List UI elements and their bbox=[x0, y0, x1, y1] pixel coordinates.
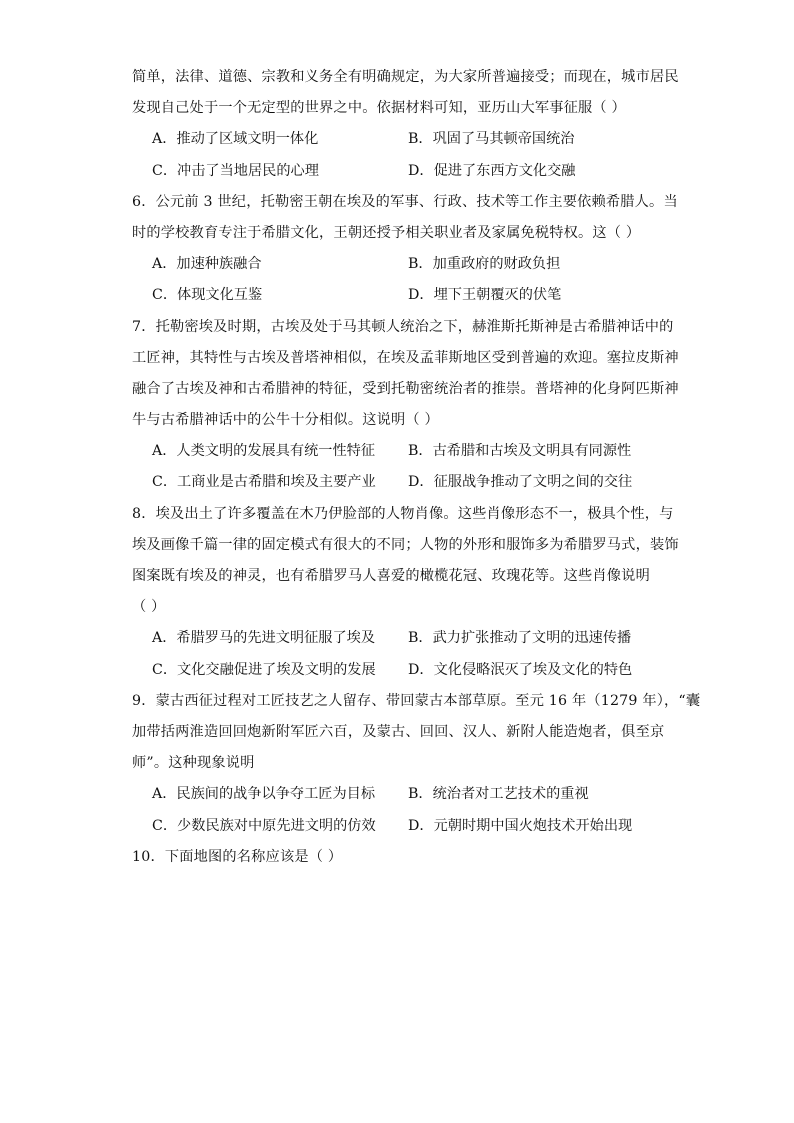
option-d[interactable]: D．元朝时期中国火炮技术开始出现 bbox=[408, 817, 633, 834]
option-d[interactable]: D．文化侵略泯灭了埃及文化的特色 bbox=[408, 661, 633, 678]
option-row bbox=[132, 467, 672, 498]
option-a[interactable]: A．加速种族融合 bbox=[152, 256, 262, 273]
option-c[interactable]: C．工商业是古希腊和埃及主要产业 bbox=[152, 474, 376, 491]
option-a[interactable]: A．希腊罗马的先进文明征服了埃及 bbox=[152, 630, 376, 647]
option-d[interactable]: D．征服战争推动了文明之间的交往 bbox=[408, 474, 633, 491]
stem-line: 7．托勒密埃及时期，古埃及处于马其顿人统治之下，赫淮斯托斯神是古希腊神话中的 bbox=[132, 318, 674, 335]
question-5-stem bbox=[132, 62, 679, 124]
option-row bbox=[132, 124, 672, 155]
stem-line: 9．蒙古西征过程对工匠技艺之人留存、带回蒙古本部草原。至元 16 年（1279 年），“囊 bbox=[132, 692, 701, 709]
question-10-stem bbox=[132, 842, 672, 873]
stem-line: 时的学校教育专注于希腊文化，王朝还授予相关职业者及家属免税特权。这（ ） bbox=[132, 224, 641, 241]
question-7-options bbox=[132, 436, 672, 498]
stem-line: 加带括两淮造回回炮新附军匠六百，及蒙古、回回、汉人、新附人能造炮者，俱至京 bbox=[132, 723, 665, 740]
stem-line: 简单，法律、道德、宗教和义务全有明确规定，为大家所普遍接受；而现在，城市居民 bbox=[132, 69, 679, 85]
option-b[interactable]: B．古希腊和古埃及文明具有同源性 bbox=[408, 443, 632, 460]
stem-line: 融合了古埃及神和古希腊神的特征，受到托勒密统治者的推崇。普塔神的化身阿匹斯神 bbox=[132, 380, 679, 397]
stem-line: 图案既有埃及的神灵，也有希腊罗马人喜爱的橄榄花冠、玫瑰花等。这些肖像说明 bbox=[132, 568, 650, 584]
option-d[interactable]: D．促进了东西方文化交融 bbox=[408, 162, 576, 179]
question-9-stem bbox=[132, 686, 701, 780]
stem-line: 发现自己处于一个无定型的世界之中。依据材料可知，亚历山大军事征服（ ） bbox=[132, 100, 626, 117]
option-row bbox=[132, 623, 672, 654]
question-7-stem bbox=[132, 312, 679, 437]
question-6-options bbox=[132, 249, 672, 311]
option-a[interactable]: A．人类文明的发展具有统一性特征 bbox=[152, 443, 376, 460]
question-5-options bbox=[132, 124, 672, 186]
option-b[interactable]: B．武力扩张推动了文明的迅速传播 bbox=[408, 630, 632, 647]
option-row bbox=[132, 280, 672, 311]
option-c[interactable]: C．冲击了当地居民的心理 bbox=[152, 162, 319, 179]
stem-line: 8．埃及出土了许多覆盖在木乃伊脸部的人物肖像。这些肖像形态不一，极具个性，与 bbox=[132, 505, 674, 522]
stem-line: 埃及画像千篇一律的固定模式有很大的不同；人物的外形和服饰多为希腊罗马式，装饰 bbox=[132, 536, 679, 553]
option-c[interactable]: C．少数民族对中原先进文明的仿效 bbox=[152, 817, 376, 834]
stem-line: 师”。这种现象说明 bbox=[132, 755, 255, 772]
option-d[interactable]: D．埋下王朝覆灭的伏笔 bbox=[408, 287, 562, 304]
option-b[interactable]: B．统治者对工艺技术的重视 bbox=[408, 786, 589, 803]
question-8-stem bbox=[132, 499, 679, 624]
stem-line: 10．下面地图的名称应该是（ ） bbox=[132, 848, 343, 865]
option-row bbox=[132, 811, 672, 842]
question-8-options bbox=[132, 623, 672, 685]
stem-line: 牛与古希腊神话中的公牛十分相似。这说明（ ） bbox=[132, 412, 439, 429]
option-a[interactable]: A．民族间的战争以争夺工匠为目标 bbox=[152, 786, 376, 803]
option-a[interactable]: A．推动了区域文明一体化 bbox=[152, 131, 319, 148]
stem-line: 工匠神，其特性与古埃及普塔神相似，在埃及孟菲斯地区受到普遍的欢迎。塞拉皮斯神 bbox=[132, 349, 679, 366]
question-content bbox=[132, 62, 701, 873]
option-c[interactable]: C．文化交融促进了埃及文明的发展 bbox=[152, 661, 376, 678]
option-row bbox=[132, 156, 672, 187]
option-b[interactable]: B．加重政府的财政负担 bbox=[408, 256, 561, 273]
option-c[interactable]: C．体现文化互鉴 bbox=[152, 287, 263, 304]
question-9-options bbox=[132, 779, 672, 841]
option-row bbox=[132, 655, 672, 686]
option-row bbox=[132, 779, 672, 810]
option-b[interactable]: B．巩固了马其顿帝国统治 bbox=[408, 131, 575, 148]
question-6-stem bbox=[132, 187, 678, 249]
option-row bbox=[132, 436, 672, 467]
stem-line: 6．公元前 3 世纪，托勒密王朝在埃及的军事、行政、技术等工作主要依赖希腊人。当 bbox=[132, 193, 678, 210]
option-row bbox=[132, 249, 672, 280]
stem-line: （ ） bbox=[132, 599, 166, 616]
